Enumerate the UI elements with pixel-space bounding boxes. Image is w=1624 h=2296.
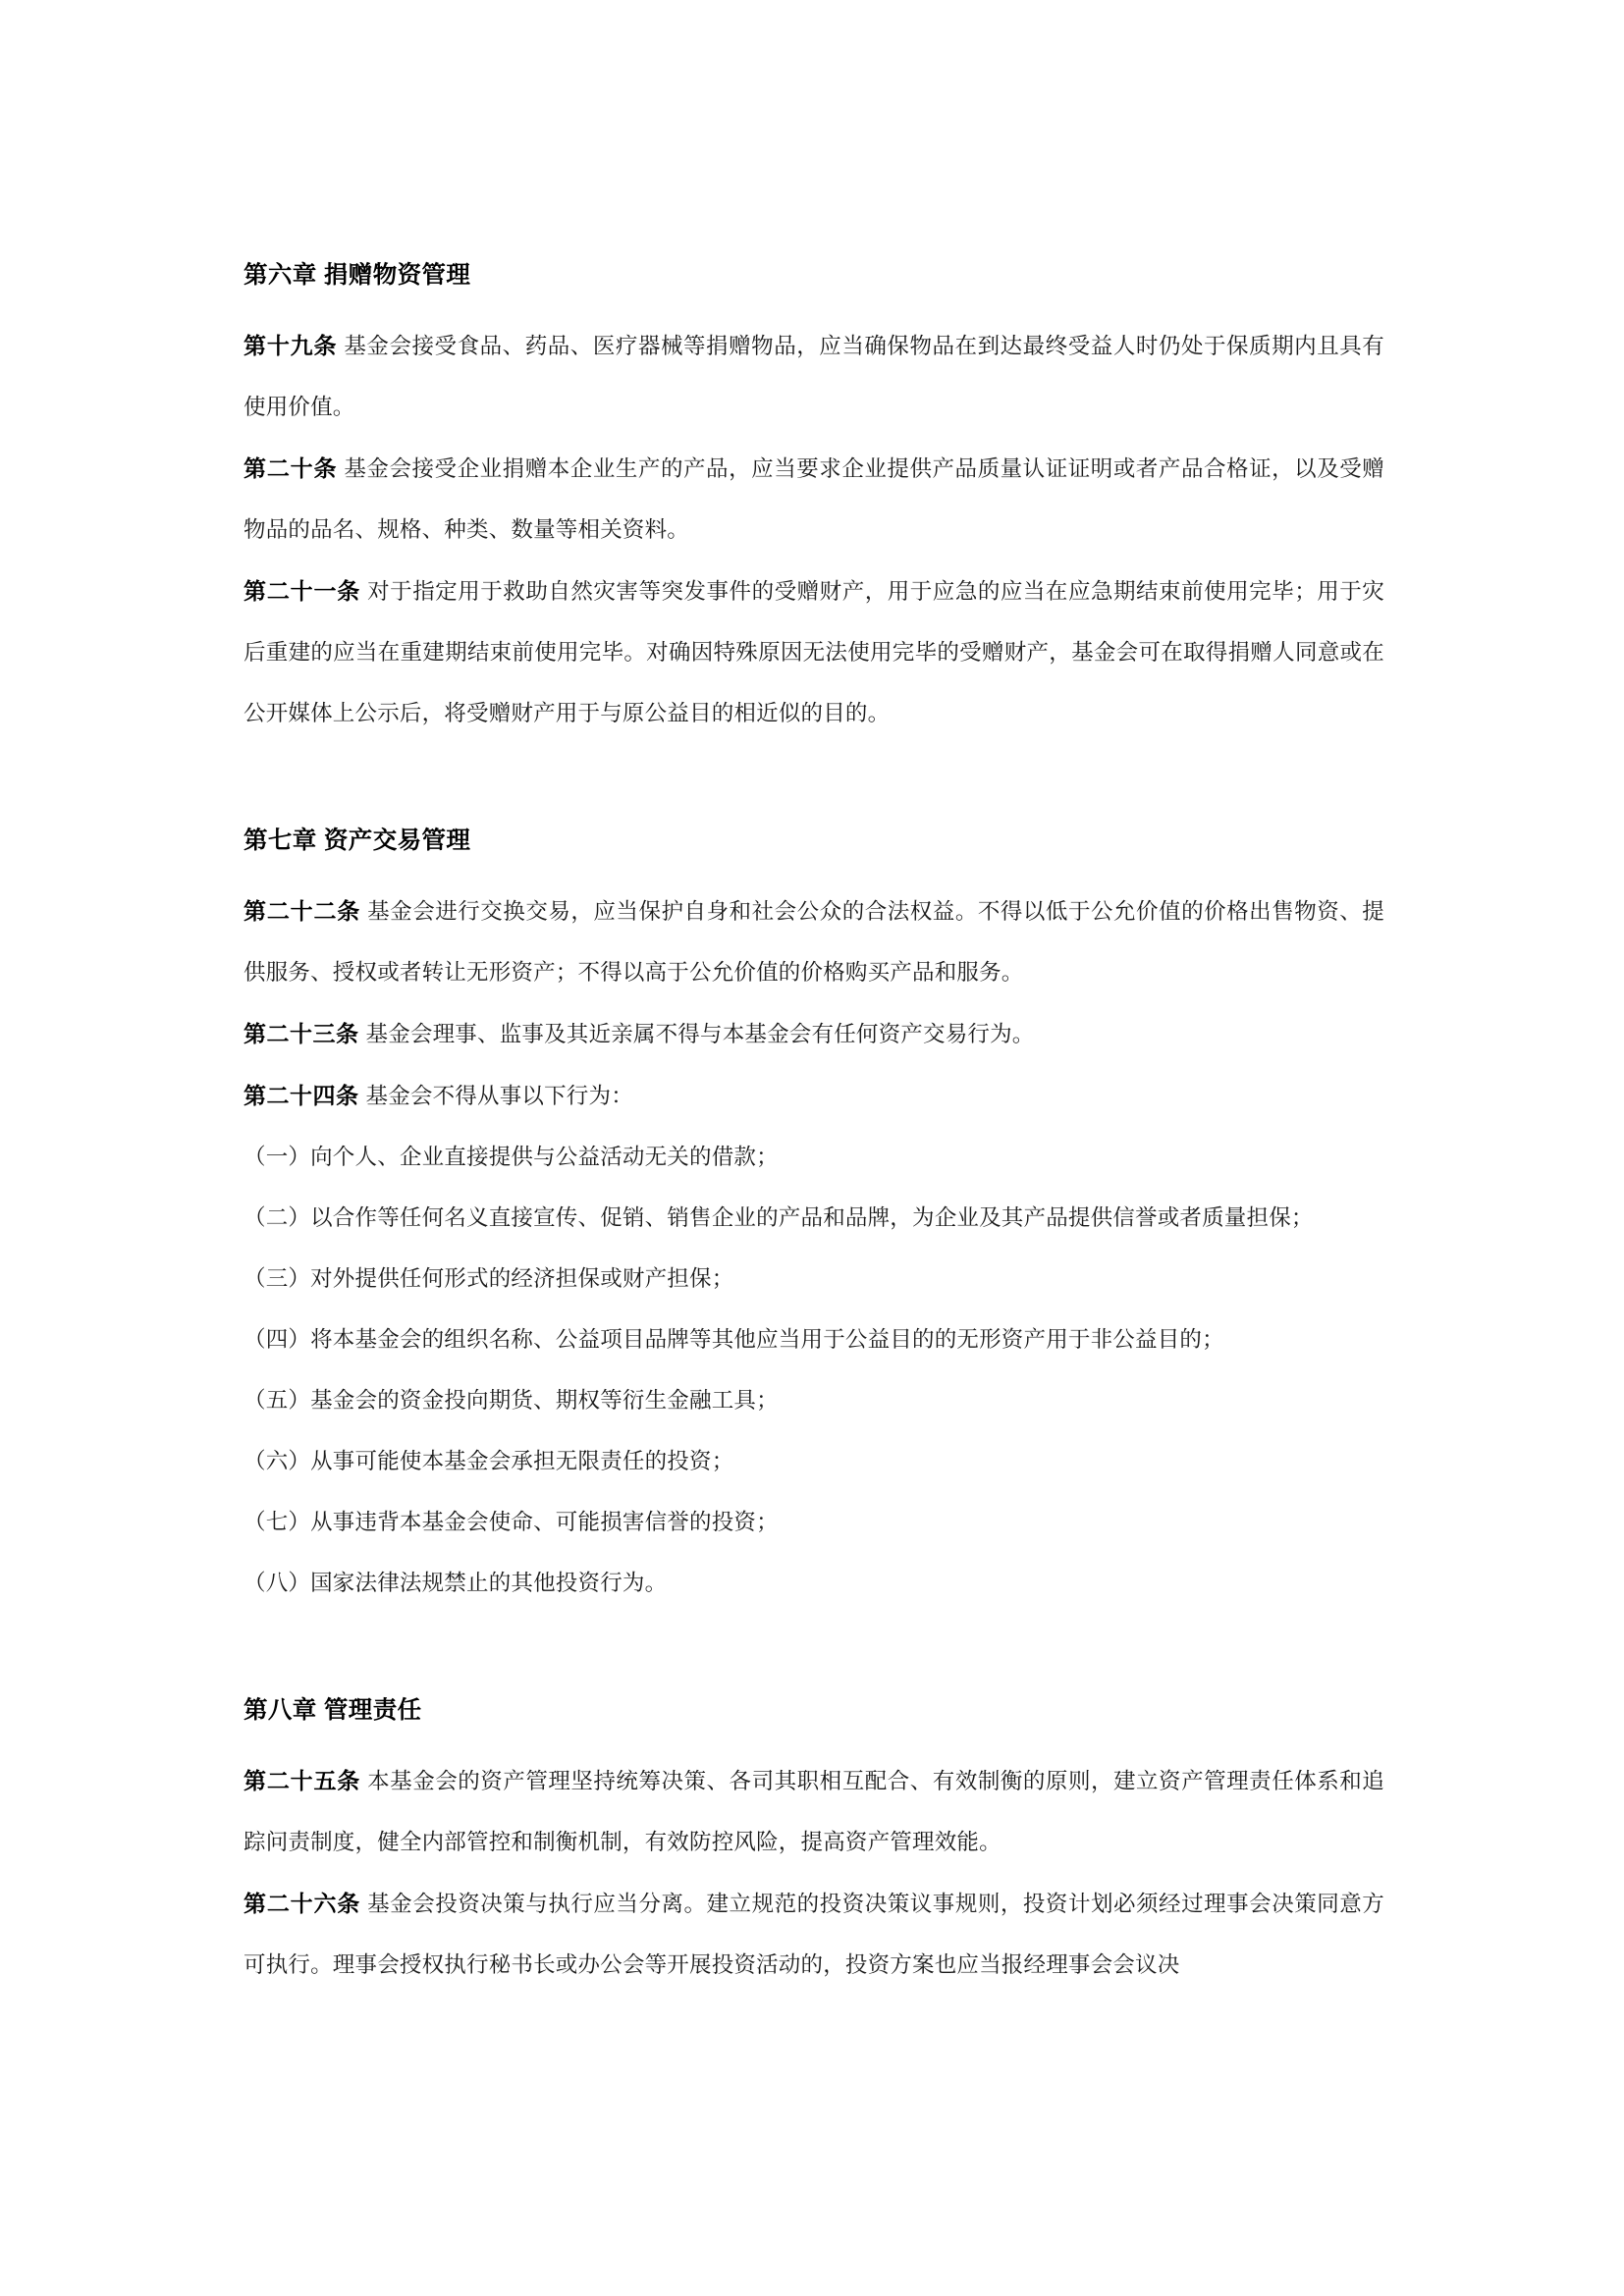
chapter-section-7	[244, 828, 1384, 1614]
article-23	[244, 1003, 1384, 1065]
article-label-21: 第二十一条	[244, 577, 361, 604]
chapter-heading-8: 第八章 管理责任	[244, 1696, 422, 1724]
list-item: （一）向个人、企业直接提供与公益活动无关的借款；	[244, 1144, 779, 1169]
article-label-20: 第二十条	[244, 454, 338, 481]
chapter-heading-6: 第六章 捐赠物资管理	[244, 262, 471, 289]
article-26	[244, 1873, 1384, 1996]
list-item: （二）以合作等任何名义直接宣传、促销、销售企业的产品和品牌，为企业及其产品提供信誉或者质量担保；	[244, 1204, 1314, 1230]
article-label-24: 第二十四条	[244, 1082, 359, 1108]
article-24	[244, 1065, 1384, 1127]
article-text-21: 对于指定用于救助自然灾害等突发事件的受赠财产，用于应急的应当在应急期结束前使用完毕；用于灾后重建的应当在重建期结束前使用完毕。对确因特殊原因无法使用完毕的受赠财产，基金会可在取得捐赠人同意或在公开媒体上公示后，将受赠财产用于与原公益目的相近似的目的。	[244, 578, 1384, 725]
article-text-20: 基金会接受企业捐赠本企业生产的产品，应当要求企业提供产品质量认证证明或者产品合格证，以及受赠物品的品名、规格、种类、数量等相关资料。	[244, 455, 1385, 542]
list-item: （四）将本基金会的组织名称、公益项目品牌等其他应当用于公益目的的无形资产用于非公益目的；	[244, 1326, 1224, 1352]
article-text-19: 基金会接受食品、药品、医疗器械等捐赠物品，应当确保物品在到达最终受益人时仍处于保质期内且具有使用价值。	[244, 333, 1385, 419]
document-body	[244, 263, 1384, 1996]
article-22	[244, 881, 1384, 1003]
list-item: （八）国家法律法规禁止的其他投资行为。	[244, 1570, 668, 1595]
list-item: （七）从事违背本基金会使命、可能损害信誉的投资；	[244, 1509, 779, 1534]
chapter-section-8	[244, 1698, 1384, 1996]
article-label-23: 第二十三条	[244, 1020, 359, 1046]
article-label-22: 第二十二条	[244, 897, 361, 924]
chapter-spacer-1	[244, 744, 1384, 828]
list-item: （五）基金会的资金投向期货、期权等衍生金融工具；	[244, 1387, 779, 1413]
chapter-section-6	[244, 263, 1384, 744]
article-text-22: 基金会进行交换交易，应当保护自身和社会公众的合法权益。不得以低于公允价值的价格出售物资、提供服务、授权或者转让无形资产；不得以高于公允价值的价格购买产品和服务。	[244, 898, 1384, 985]
list-item: （六）从事可能使本基金会承担无限责任的投资；	[244, 1448, 734, 1473]
article-20	[244, 438, 1384, 561]
article-label-19: 第十九条	[244, 332, 338, 358]
article-19	[244, 315, 1384, 438]
article-21	[244, 561, 1384, 744]
article-25	[244, 1750, 1384, 1873]
article-label-25: 第二十五条	[244, 1767, 361, 1793]
article-text-23: 基金会理事、监事及其近亲属不得与本基金会有任何资产交易行为。	[365, 1021, 1035, 1046]
list-item: （三）对外提供任何形式的经济担保或财产担保；	[244, 1265, 734, 1291]
article-label-26: 第二十六条	[244, 1890, 361, 1916]
chapter-spacer-2	[244, 1614, 1384, 1698]
article-text-24: 基金会不得从事以下行为：	[365, 1083, 633, 1108]
article-text-26: 基金会投资决策与执行应当分离。建立规范的投资决策议事规则，投资计划必须经过理事会决策同意方可执行。理事会授权执行秘书长或办公会等开展投资活动的，投资方案也应当报经理事会会议决	[244, 1891, 1384, 1977]
chapter-heading-7: 第七章 资产交易管理	[244, 827, 471, 854]
article-text-25: 本基金会的资产管理坚持统筹决策、各司其职相互配合、有效制衡的原则，建立资产管理责任体系和追踪问责制度，健全内部管控和制衡机制，有效防控风险，提高资产管理效能。	[244, 1768, 1384, 1854]
